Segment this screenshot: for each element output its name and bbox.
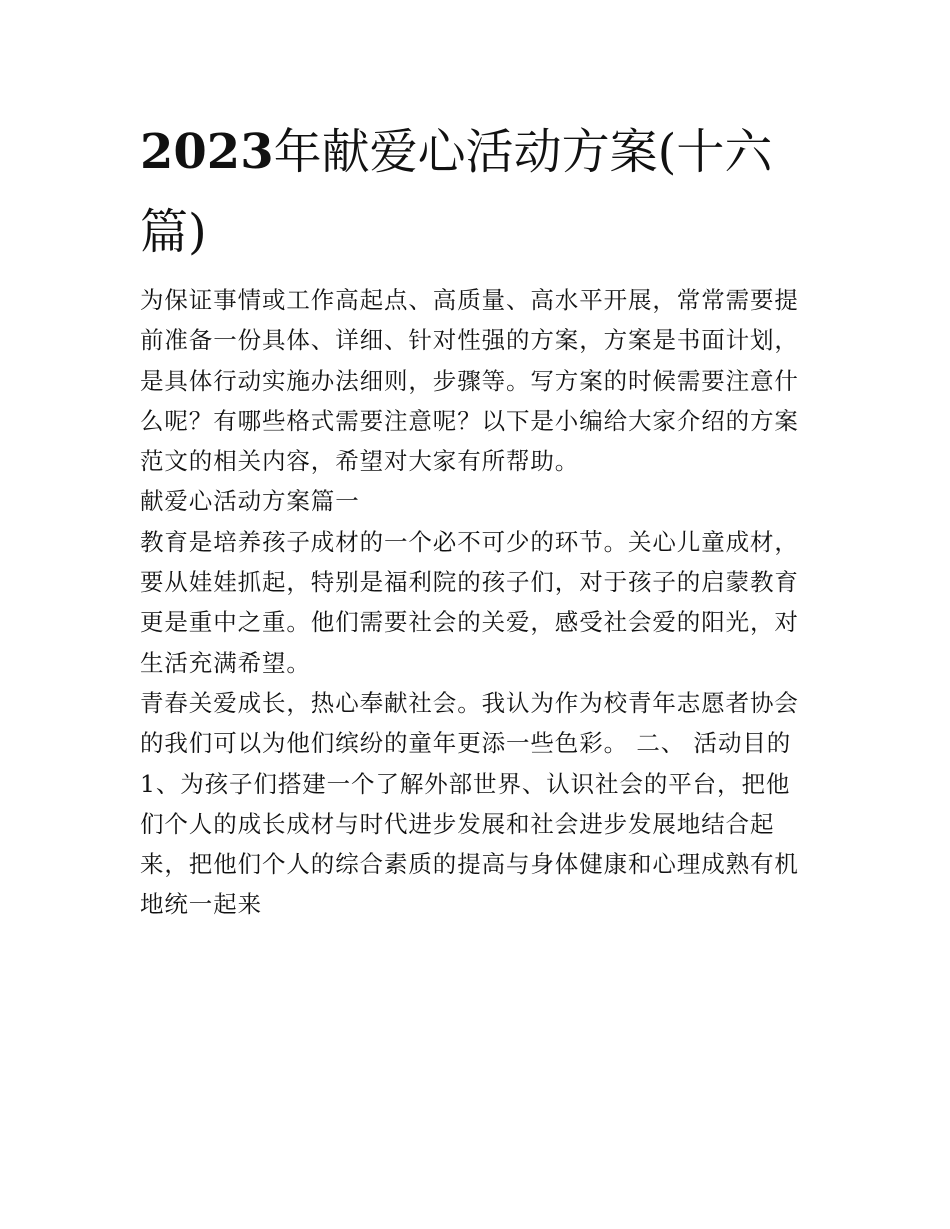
document-title	[140, 112, 820, 272]
body-line: 是具体行动实施办法细则，步骤等。写方案的时候需要注意什	[140, 366, 799, 395]
body-line: 为保证事情或工作高起点、高质量、高水平开展，常常需要提	[140, 286, 799, 314]
body-line: 青春关爱成长，热心奉献社会。我认为作为校青年志愿者协会	[140, 688, 799, 717]
body-line: 地统一起来	[140, 890, 262, 919]
section-heading: 献爱心活动方案篇一	[140, 487, 360, 516]
title-text-line1: 年献爱心活动方案(十六	[273, 124, 773, 180]
body-line: 么呢？有哪些格式需要注意呢？以下是小编给大家介绍的方案	[140, 406, 799, 435]
body-line: 要从娃娃抓起，特别是福利院的孩子们，对于孩子的启蒙教育	[140, 568, 799, 597]
body-line: 的我们可以为他们缤纷的童年更添一些色彩。 二、 活动目的	[140, 729, 792, 758]
body-line: 教育是培养孩子成材的一个必不可少的环节。关心儿童成材，	[140, 527, 799, 556]
body-line: 更是重中之重。他们需要社会的关爱，感受社会爱的阳光，对	[140, 608, 799, 637]
body-line: 生活充满希望。	[140, 648, 311, 677]
body-line: 范文的相关内容，希望对大家有所帮助。	[140, 447, 580, 476]
document-body	[140, 280, 820, 925]
body-line: 1、为孩子们搭建一个了解外部世界、认识社会的平台，把他	[140, 769, 791, 798]
title-text-line2: 篇)	[140, 204, 207, 260]
body-line: 们个人的成长成材与时代进步发展和社会进步发展地结合起	[140, 809, 775, 838]
title-year: 2023	[140, 124, 274, 180]
body-line: 来，把他们个人的综合素质的提高与身体健康和心理成熟有机	[140, 850, 799, 879]
body-line: 前准备一份具体、详细、针对性强的方案，方案是书面计划，	[140, 326, 799, 355]
